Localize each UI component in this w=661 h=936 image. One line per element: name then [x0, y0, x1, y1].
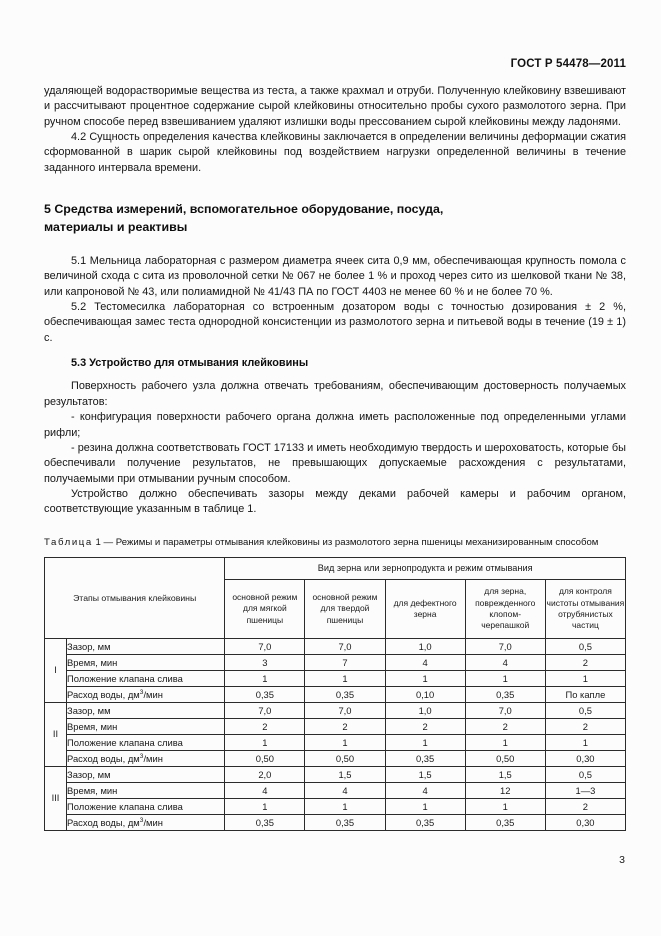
table-cell-value: 2 — [225, 718, 305, 734]
table-cell-value: 1—3 — [545, 782, 625, 798]
table-cell-value: 0,5 — [545, 702, 625, 718]
table-row — [45, 798, 626, 814]
unit-superscript: 3 — [139, 816, 144, 824]
table-cell-value: 4 — [225, 782, 305, 798]
table-row — [45, 750, 626, 766]
table-cell-value: 0,35 — [385, 750, 465, 766]
table-cell-value: 0,35 — [465, 814, 545, 830]
table-cell-value: 0,5 — [545, 638, 625, 654]
unit-superscript: 3 — [139, 688, 144, 696]
table-row-label: Время, мин — [67, 654, 225, 670]
table-body — [45, 638, 626, 830]
section-5-title-line1: 5 Средства измерений, вспомогательное оборудование, посуда, — [44, 202, 444, 217]
table-cell-value: 7,0 — [465, 638, 545, 654]
table-cell-value: 1,5 — [465, 766, 545, 782]
table-cell-value: 4 — [385, 654, 465, 670]
table-cell-value: 2 — [385, 718, 465, 734]
table-col-header-4: для контроля чистоты отмывания отрубянистых частиц — [545, 579, 625, 638]
paragraph-4-2: 4.2 Сущность определения качества клейковины заключается в определении величины деформации сжатия сформованной в шарик сырой клейковины под воздействием нагрузки определенной величины в течение заданного интервала времени. — [44, 131, 626, 174]
paragraph-5-3-end: Устройство должно обеспечивать зазоры между деками рабочей камеры и рабочим органом, соответствующие указанным в таблице 1. — [44, 487, 626, 516]
table-col-header-3: для зерна, поврежденного клопом-черепашкой — [465, 579, 545, 638]
table-cell-value: 0,30 — [545, 814, 625, 830]
table-cell-value: 0,35 — [225, 686, 305, 702]
table-row-label: Зазор, мм — [67, 766, 225, 782]
table-row-label: Расход воды, $дм^3$/мин — [67, 686, 225, 702]
table-cell-value: 1 — [545, 734, 625, 750]
paragraph-5-3-dash-1: - конфигурация поверхности рабочего органа должна иметь расположенные под определенными углами рифли; — [44, 411, 626, 439]
table-cell-value: 1 — [305, 798, 385, 814]
table-1-washing-modes — [44, 557, 626, 831]
table-cell-value: 7,0 — [305, 638, 385, 654]
table-stage-number: II — [45, 702, 67, 766]
table-cell-value: 2,0 — [225, 766, 305, 782]
table-row — [45, 734, 626, 750]
table-cell-value: 0,5 — [545, 766, 625, 782]
table-cell-value: 1 — [225, 798, 305, 814]
table-cell-value: 1 — [225, 670, 305, 686]
table-caption-dash: — — [103, 536, 114, 548]
document-header: ГОСТ Р 54478—2011 — [510, 58, 626, 70]
table-cell-value: 0,35 — [305, 686, 385, 702]
table-cell-value: 1 — [385, 798, 465, 814]
table-stage-number: III — [45, 766, 67, 830]
table-col-header-0: основной режим для мягкой пшеницы — [225, 579, 305, 638]
table-cell-value: 7,0 — [465, 702, 545, 718]
table-cell-value: 1 — [385, 670, 465, 686]
table-row — [45, 670, 626, 686]
table-cell-value: 1 — [465, 734, 545, 750]
table-cell-value: По капле — [545, 686, 625, 702]
table-cell-value: 1,5 — [305, 766, 385, 782]
table-span-header: Вид зерна или зернопродукта и режим отмывания — [225, 557, 626, 579]
table-cell-value: 4 — [465, 654, 545, 670]
page-content — [44, 0, 626, 831]
table-stage-number: I — [45, 638, 67, 702]
table-row-label: Расход воды, $дм^3$/мин — [67, 750, 225, 766]
table-col-header-1: основной режим для твердой пшеницы — [305, 579, 385, 638]
subsection-5-3-title: 5.3 Устройство для отмывания клейковины — [71, 357, 309, 370]
table-cell-value: 3 — [225, 654, 305, 670]
table-cell-value: 2 — [545, 654, 625, 670]
paragraph-5-3-dash-2: - резина должна соответствовать ГОСТ 17133 и иметь необходимую твердость и шероховатость, которые бы обеспечивали получение результатов, не превышающих допускаемые расхождения с результатами, получаемыми при отмывании ручным способом. — [44, 441, 626, 485]
table-row — [45, 638, 626, 654]
table-cell-value: 1,0 — [385, 638, 465, 654]
table-row — [45, 702, 626, 718]
table-head-row-span — [45, 557, 626, 579]
unit-superscript: 3 — [139, 752, 144, 760]
table-cell-value: 1 — [305, 670, 385, 686]
table-row-label: Положение клапана слива — [67, 798, 225, 814]
table-cell-value: 0,35 — [305, 814, 385, 830]
table-cell-value: 0,50 — [465, 750, 545, 766]
paragraph-5-1: 5.1 Мельница лабораторная с размером диаметра ячеек сита 0,9 мм, обеспечивающая крупность помола с величиной схода с сита из проволочной сетки № 067 не более 1 % и проход через сито из шелковой ткани № 38, или капроновой № 43, или полиамидной № 41/43 ПА по ГОСТ 4403 не менее 60 % и не более 70 %. — [44, 255, 626, 298]
table-row — [45, 814, 626, 830]
table-cell-value: 2 — [545, 718, 625, 734]
paragraph-continued: удаляющей водорастворимые вещества из теста, а также крахмал и отруби. Полученную клейковину взвешивают и рассчитывают процентное содержание сырой клейковины относительно пробы сухого размолотого зерна. При ручном способе перед взвешиванием удаляют излишки воды прессованием сырой клейковины между ладонями. — [44, 85, 626, 128]
table-cell-value: 1 — [305, 734, 385, 750]
table-cell-value: 1 — [225, 734, 305, 750]
table-cell-value: 1 — [465, 670, 545, 686]
table-cell-value: 0,50 — [225, 750, 305, 766]
table-cell-value: 7,0 — [225, 702, 305, 718]
table-row — [45, 654, 626, 670]
table-cell-value: 12 — [465, 782, 545, 798]
table-stub-header: Этапы отмывания клейковины — [45, 557, 225, 638]
table-cell-value: 4 — [385, 782, 465, 798]
page-number: 3 — [619, 854, 625, 866]
table-row-label: Положение клапана слива — [67, 734, 225, 750]
table-caption-text: Режимы и параметры отмывания клейковины из размолотого зерна пшеницы механизированным способом — [115, 536, 599, 548]
table-row-label: Зазор, мм — [67, 638, 225, 654]
table-cell-value: 0,50 — [305, 750, 385, 766]
table-cell-value: 7 — [305, 654, 385, 670]
table-caption — [44, 536, 626, 549]
table-cell-value: 1,0 — [385, 702, 465, 718]
paragraph-5-2: 5.2 Тестомесилка лабораторная со встроенным дозатором воды с точностью дозирования ± 2 %, обеспечивающая замес теста однородной консистенции из размолотого зерна и питьевой воды в течение (19 ± 1) с. — [44, 301, 626, 344]
table-cell-value: 7,0 — [305, 702, 385, 718]
table-caption-number: 1 — [95, 536, 101, 548]
table-row-label: Зазор, мм — [67, 702, 225, 718]
table-row-label: Время, мин — [67, 718, 225, 734]
table-row — [45, 686, 626, 702]
table-caption-label: Таблица — [44, 536, 93, 548]
table-cell-value: 0,10 — [385, 686, 465, 702]
table-cell-value: 1 — [465, 798, 545, 814]
table-cell-value: 2 — [305, 718, 385, 734]
table-cell-value: 0,30 — [545, 750, 625, 766]
table-row-label: Положение клапана слива — [67, 670, 225, 686]
table-cell-value: 7,0 — [225, 638, 305, 654]
table-cell-value: 1,5 — [385, 766, 465, 782]
table-col-header-2: для дефектного зерна — [385, 579, 465, 638]
table-cell-value: 4 — [305, 782, 385, 798]
table-row-label: Расход воды, $дм^3$/мин — [67, 814, 225, 830]
table-row — [45, 766, 626, 782]
table-cell-value: 2 — [465, 718, 545, 734]
table-cell-value: 1 — [545, 670, 625, 686]
table-cell-value: 1 — [385, 734, 465, 750]
table-row — [45, 718, 626, 734]
table-row — [45, 782, 626, 798]
table-cell-value: 0,35 — [225, 814, 305, 830]
table-row-label: Время, мин — [67, 782, 225, 798]
table-cell-value: 0,35 — [465, 686, 545, 702]
section-5-title-line2: материалы и реактивы — [44, 220, 188, 235]
table-cell-value: 0,35 — [385, 814, 465, 830]
table-cell-value: 2 — [545, 798, 625, 814]
table-head — [45, 557, 626, 638]
paragraph-5-3-intro: Поверхность рабочего узла должна отвечать требованиям, обеспечивающим достоверность получаемых результатов: — [44, 380, 626, 408]
